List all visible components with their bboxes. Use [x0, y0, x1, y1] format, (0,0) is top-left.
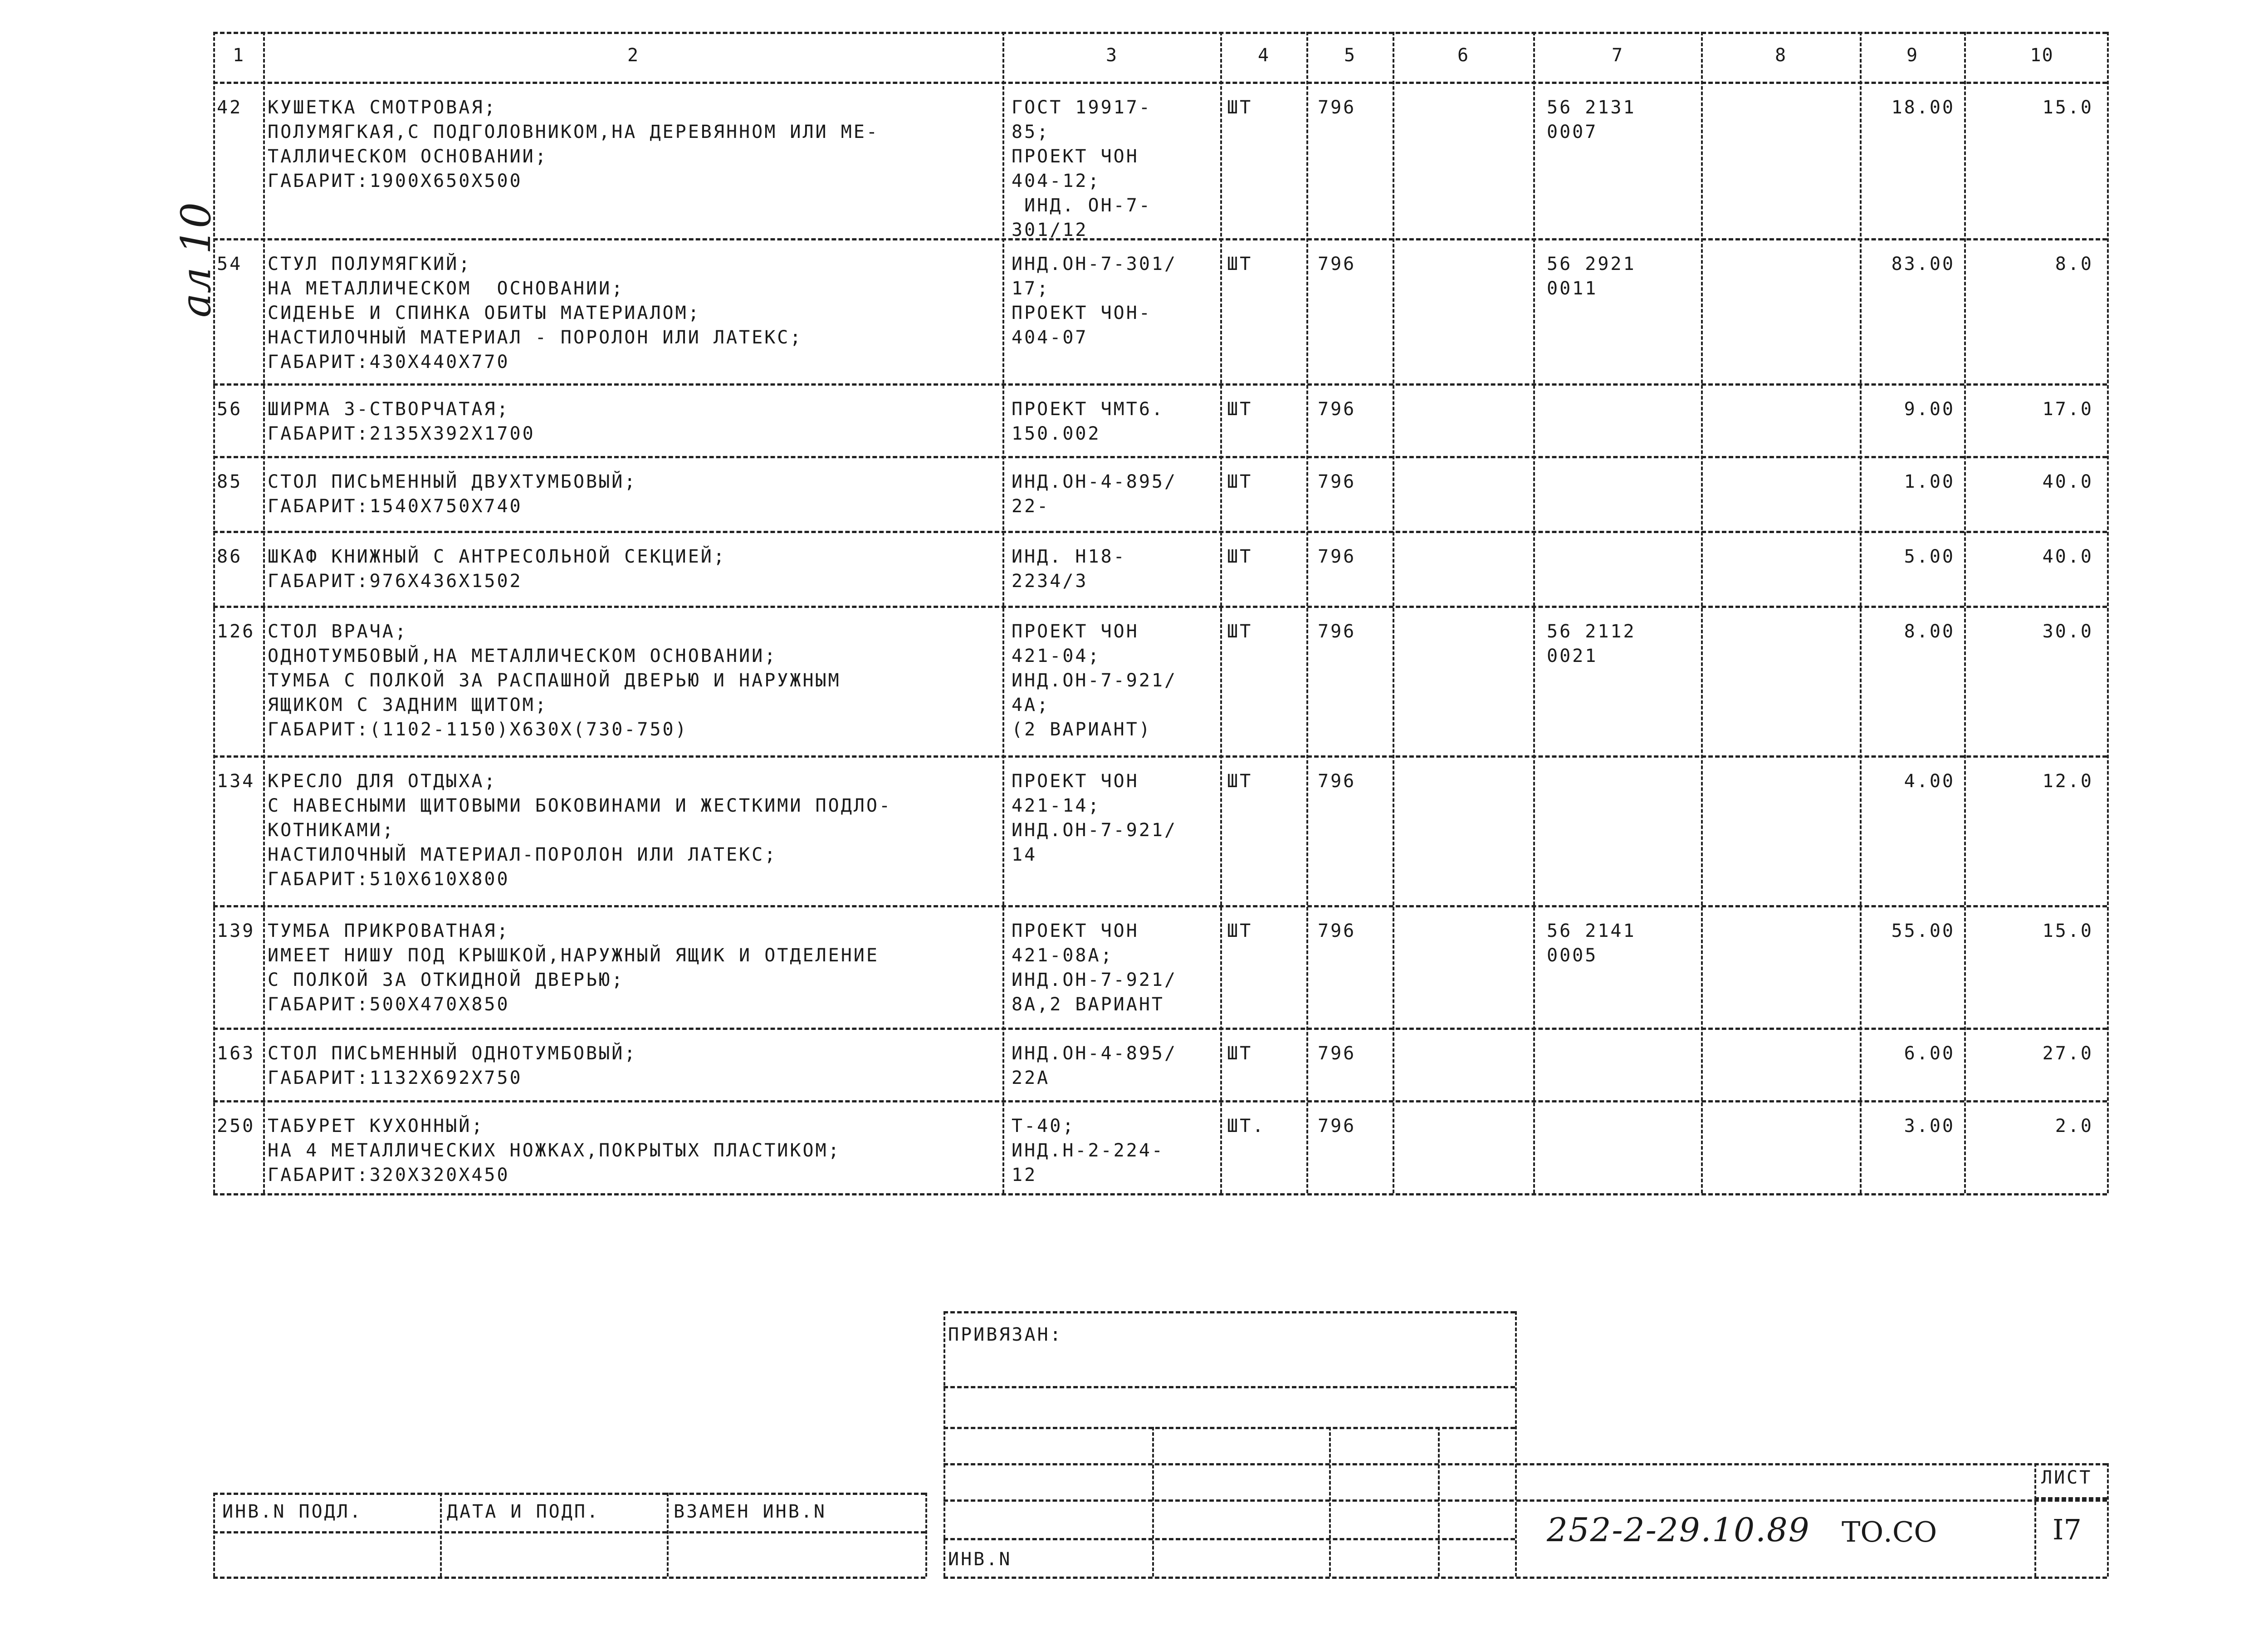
item-reference: 14 [1012, 844, 1037, 865]
column-rule [213, 1493, 215, 1577]
rule-line [213, 238, 2107, 240]
unit-price: 17.0 [2042, 399, 2093, 420]
margin-note: ал 10 [172, 202, 220, 318]
unit-price: 15.0 [2042, 97, 2093, 118]
item-reference: 421-14; [1012, 795, 1101, 816]
inv-podl-label: ИНВ.N ПОДЛ. [222, 1501, 362, 1522]
rule-line [943, 1386, 1515, 1388]
item-reference: 301/12 [1012, 220, 1088, 240]
item-reference: ИНД.ОН-7-921/ [1012, 820, 1178, 841]
column-rule [925, 1493, 927, 1577]
unit-of-measure: ШТ [1227, 254, 1253, 274]
quantity: 8.00 [1904, 621, 1955, 642]
item-reference: ПРОЕКТ ЧОН [1012, 921, 1139, 941]
item-reference: ГОСТ 19917- [1012, 97, 1152, 118]
item-description: ГАБАРИТ:1540Х750Х740 [268, 496, 523, 517]
quantity: 1.00 [1904, 471, 1955, 492]
item-description: ГАБАРИТ:1132Х692Х750 [268, 1068, 523, 1088]
item-reference: ПРОЕКТ ЧОН- [1012, 303, 1152, 323]
item-reference: ПРОЕКТ ЧОН [1012, 621, 1139, 642]
item-reference: 85; [1012, 122, 1050, 142]
item-reference: ИНД. ОН-7- [1012, 195, 1152, 216]
row-position: 54 [217, 254, 243, 274]
unit-of-measure: ШТ [1227, 771, 1253, 792]
item-description: СТОЛ ВРАЧА; [268, 621, 408, 642]
item-reference: Т-40; [1012, 1116, 1075, 1136]
item-description: С ПОЛКОЙ ЗА ОТКИДНОЙ ДВЕРЬЮ; [268, 970, 625, 990]
sheet-label: ЛИСТ [2041, 1467, 2092, 1488]
item-description: НА 4 МЕТАЛЛИЧЕСКИХ НОЖКАХ,ПОКРЫТЫХ ПЛАСТИКОМ; [268, 1140, 841, 1161]
item-description: ГАБАРИТ:976Х436Х1502 [268, 571, 523, 592]
item-description: ГАБАРИТ:500Х470Х850 [268, 994, 510, 1015]
row-position: 139 [217, 921, 255, 941]
unit-of-measure: ШТ [1227, 97, 1253, 118]
column-rule [1329, 1427, 1331, 1577]
rule-line [213, 82, 2107, 84]
quantity: 9.00 [1904, 399, 1955, 420]
rule-line [213, 1193, 2107, 1195]
product-code: 56 2112 [1547, 621, 1636, 642]
rule-line [213, 1493, 925, 1495]
unit-code: 796 [1318, 1116, 1356, 1136]
product-code: 0005 [1547, 945, 1598, 966]
item-reference: 12 [1012, 1165, 1037, 1185]
item-reference: ИНД.ОН-7-301/ [1012, 254, 1178, 274]
item-reference: 2234/3 [1012, 571, 1088, 592]
inv-label: ИНВ.N [948, 1549, 1012, 1570]
item-description: ШКАФ КНИЖНЫЙ С АНТРЕСОЛЬНОЙ СЕКЦИЕЙ; [268, 546, 726, 567]
item-reference: 421-08А; [1012, 945, 1114, 966]
product-code: 56 2141 [1547, 921, 1636, 941]
unit-code: 796 [1318, 921, 1356, 941]
header-col-3: 3 [1106, 45, 1118, 66]
item-reference: ПРОЕКТ ЧОН [1012, 146, 1139, 167]
header-col-1: 1 [233, 45, 245, 66]
rule-line [943, 1538, 1515, 1540]
rule-line [943, 1577, 2107, 1579]
unit-code: 796 [1318, 471, 1356, 492]
quantity: 18.00 [1891, 97, 1955, 118]
zamen-inv-label: ВЗАМЕН ИНВ.N [674, 1501, 826, 1522]
item-reference: 8А,2 ВАРИАНТ [1012, 994, 1164, 1015]
rule-line [213, 1100, 2107, 1102]
item-reference: 22- [1012, 496, 1050, 517]
product-code: 0007 [1547, 122, 1598, 142]
rule-line [2034, 1497, 2107, 1499]
item-reference: ИНД.ОН-7-921/ [1012, 670, 1178, 691]
item-description: ТАЛЛИЧЕСКОМ ОСНОВАНИИ; [268, 146, 548, 167]
row-position: 56 [217, 399, 243, 420]
rule-line [213, 1028, 2107, 1030]
unit-of-measure: ШТ [1227, 399, 1253, 420]
rule-line [943, 1499, 2107, 1502]
unit-code: 796 [1318, 546, 1356, 567]
item-reference: (2 ВАРИАНТ) [1012, 719, 1152, 740]
item-description: ГАБАРИТ:1900Х650Х500 [268, 171, 523, 191]
item-description: ТУМБА ПРИКРОВАТНАЯ; [268, 921, 510, 941]
row-position: 126 [217, 621, 255, 642]
column-rule [943, 1311, 945, 1577]
column-rule [1393, 32, 1394, 1193]
item-description: ГАБАРИТ:510Х610Х800 [268, 869, 510, 890]
unit-price: 40.0 [2042, 471, 2093, 492]
document-code: 252-2-29.10.89 [1547, 1511, 1810, 1549]
unit-price: 27.0 [2042, 1043, 2093, 1064]
product-code: 56 2921 [1547, 254, 1636, 274]
unit-code: 796 [1318, 254, 1356, 274]
item-reference: ИНД. Н18- [1012, 546, 1126, 567]
quantity: 83.00 [1891, 254, 1955, 274]
item-description: ПОЛУМЯГКАЯ,С ПОДГОЛОВНИКОМ,НА ДЕРЕВЯННОМ ИЛИ МЕ- [268, 122, 879, 142]
unit-code: 796 [1318, 399, 1356, 420]
rule-line [213, 1577, 925, 1579]
document-suffix: ТО.СО [1842, 1515, 1937, 1548]
unit-of-measure: ШТ [1227, 1043, 1253, 1064]
item-description: ТАБУРЕТ КУХОННЫЙ; [268, 1116, 484, 1136]
unit-of-measure: ШТ [1227, 546, 1253, 567]
unit-code: 796 [1318, 1043, 1356, 1064]
item-reference: 22А [1012, 1068, 1050, 1088]
item-description: С НАВЕСНЫМИ ЩИТОВЫМИ БОКОВИНАМИ И ЖЕСТКИМИ ПОДЛО- [268, 795, 892, 816]
header-col-7: 7 [1612, 45, 1624, 66]
column-rule [1701, 32, 1703, 1193]
rule-line [943, 1311, 1515, 1313]
item-description: ГАБАРИТ:(1102-1150)Х630Х(730-750) [268, 719, 688, 740]
item-description: ОДНОТУМБОВЫЙ,НА МЕТАЛЛИЧЕСКОМ ОСНОВАНИИ; [268, 646, 777, 666]
unit-price: 12.0 [2042, 771, 2093, 792]
unit-of-measure: ШТ. [1227, 1116, 1266, 1136]
unit-of-measure: ШТ [1227, 471, 1253, 492]
unit-price: 30.0 [2042, 621, 2093, 642]
item-description: ИМЕЕТ НИШУ ПОД КРЫШКОЙ,НАРУЖНЫЙ ЯЩИК И ОТДЕЛЕНИЕ [268, 945, 879, 966]
item-description: ГАБАРИТ:2135Х392Х1700 [268, 423, 535, 444]
rule-line [213, 456, 2107, 458]
item-reference: ИНД.ОН-4-895/ [1012, 471, 1178, 492]
column-rule [213, 32, 215, 1193]
quantity: 55.00 [1891, 921, 1955, 941]
unit-price: 15.0 [2042, 921, 2093, 941]
column-rule [2107, 32, 2109, 1193]
column-rule [1964, 32, 1966, 1193]
item-description: КУШЕТКА СМОТРОВАЯ; [268, 97, 497, 118]
column-rule [1438, 1427, 1440, 1577]
row-position: 86 [217, 546, 243, 567]
rule-line [213, 606, 2107, 608]
unit-price: 8.0 [2055, 254, 2093, 274]
unit-of-measure: ШТ [1227, 621, 1253, 642]
sheet-number: I7 [2053, 1513, 2082, 1546]
rule-line [943, 1463, 2107, 1465]
unit-price: 2.0 [2055, 1116, 2093, 1136]
header-col-4: 4 [1258, 45, 1270, 66]
header-col-8: 8 [1775, 45, 1787, 66]
unit-code: 796 [1318, 771, 1356, 792]
item-description: СТОЛ ПИСЬМЕННЫЙ ДВУХТУМБОВЫЙ; [268, 471, 637, 492]
item-description: ГАБАРИТ:320Х320Х450 [268, 1165, 510, 1185]
item-reference: ПРОЕКТ ЧОН [1012, 771, 1139, 792]
row-position: 250 [217, 1116, 255, 1136]
item-description: СТОЛ ПИСЬМЕННЫЙ ОДНОТУМБОВЫЙ; [268, 1043, 637, 1064]
column-rule [440, 1493, 442, 1577]
column-rule [263, 32, 265, 1193]
item-description: НАСТИЛОЧНЫЙ МАТЕРИАЛ - ПОРОЛОН ИЛИ ЛАТЕКС; [268, 327, 803, 348]
column-rule [1533, 32, 1535, 1193]
header-col-5: 5 [1344, 45, 1356, 66]
column-rule [2034, 1463, 2036, 1577]
header-col-9: 9 [1906, 45, 1919, 66]
row-position: 134 [217, 771, 255, 792]
rule-line [213, 531, 2107, 533]
unit-code: 796 [1318, 97, 1356, 118]
column-rule [667, 1493, 669, 1577]
item-reference: 404-07 [1012, 327, 1088, 348]
column-rule [1860, 32, 1862, 1193]
item-description: НАСТИЛОЧНЫЙ МАТЕРИАЛ-ПОРОЛОН ИЛИ ЛАТЕКС; [268, 844, 777, 865]
rule-line [213, 755, 2107, 758]
item-description: ЯЩИКОМ С ЗАДНИМ ЩИТОМ; [268, 695, 548, 715]
column-rule [1220, 32, 1222, 1193]
item-reference: 421-04; [1012, 646, 1101, 666]
rule-line [213, 32, 2107, 34]
item-description: НА МЕТАЛЛИЧЕСКОМ ОСНОВАНИИ; [268, 278, 625, 299]
unit-code: 796 [1318, 621, 1356, 642]
item-description: ШИРМА 3-СТВОРЧАТАЯ; [268, 399, 510, 420]
date-signature-label: ДАТА И ПОДП. [447, 1501, 600, 1522]
item-description: СИДЕНЬЕ И СПИНКА ОБИТЫ МАТЕРИАЛОМ; [268, 303, 701, 323]
item-reference: 404-12; [1012, 171, 1101, 191]
rule-line [213, 905, 2107, 907]
rule-line [213, 1531, 925, 1533]
privyazan-label: ПРИВЯЗАН: [948, 1324, 1063, 1345]
product-code: 0011 [1547, 278, 1598, 299]
row-position: 163 [217, 1043, 255, 1064]
row-position: 42 [217, 97, 243, 118]
item-description: КРЕСЛО ДЛЯ ОТДЫХА; [268, 771, 497, 792]
quantity: 5.00 [1904, 546, 1955, 567]
item-reference: ИНД.ОН-4-895/ [1012, 1043, 1178, 1064]
rule-line [213, 383, 2107, 386]
rule-line [943, 1427, 1515, 1429]
item-description: СТУЛ ПОЛУМЯГКИЙ; [268, 254, 472, 274]
item-description: ТУМБА С ПОЛКОЙ ЗА РАСПАШНОЙ ДВЕРЬЮ И НАРУЖНЫМ [268, 670, 841, 691]
item-reference: ИНД.Н-2-224- [1012, 1140, 1164, 1161]
item-reference: 4А; [1012, 695, 1050, 715]
column-rule [2107, 1463, 2109, 1577]
unit-price: 40.0 [2042, 546, 2093, 567]
item-description: КОТНИКАМИ; [268, 820, 395, 841]
quantity: 6.00 [1904, 1043, 1955, 1064]
item-reference: ИНД.ОН-7-921/ [1012, 970, 1178, 990]
item-reference: 17; [1012, 278, 1050, 299]
header-col-6: 6 [1457, 45, 1470, 66]
column-rule [1306, 32, 1308, 1193]
header-col-10: 10 [2030, 45, 2054, 66]
item-reference: ПРОЕКТ ЧМТ6. [1012, 399, 1164, 420]
product-code: 56 2131 [1547, 97, 1636, 118]
quantity: 3.00 [1904, 1116, 1955, 1136]
column-rule [1002, 32, 1004, 1193]
item-description: ГАБАРИТ:430Х440Х770 [268, 352, 510, 372]
quantity: 4.00 [1904, 771, 1955, 792]
item-reference: 150.002 [1012, 423, 1101, 444]
row-position: 85 [217, 471, 243, 492]
product-code: 0021 [1547, 646, 1598, 666]
unit-of-measure: ШТ [1227, 921, 1253, 941]
header-col-2: 2 [627, 45, 640, 66]
column-rule [1152, 1427, 1154, 1577]
column-rule [1515, 1311, 1517, 1577]
